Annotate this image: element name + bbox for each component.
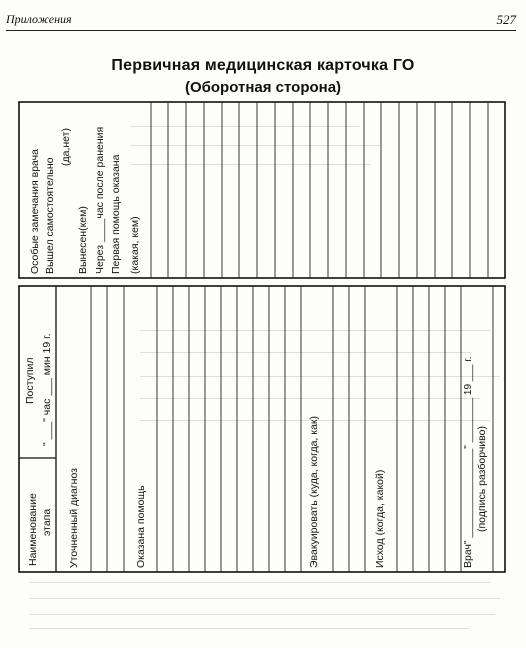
upper-label-carried: Вынесен(кем) [77, 206, 89, 274]
lower-panel-border [19, 286, 505, 572]
doctor-label: Врач [462, 544, 474, 568]
lower-labels [24, 333, 488, 568]
doctor-signature-note: (подпись разборчиво) [476, 426, 488, 532]
upper-label-walked: Вышел самостоятельно [44, 157, 56, 274]
upper-label-which-whom: (какая, кем) [129, 216, 141, 274]
arrived-title: Поступил [24, 357, 36, 404]
upper-panel [19, 102, 505, 278]
row-evacuate-label: Эвакуировать (куда, когда, как) [308, 416, 320, 568]
upper-labels [29, 127, 141, 274]
page-number: 527 [496, 12, 516, 27]
card-title: Первичная медицинская карточка ГО [111, 57, 415, 74]
row-diagnosis-label: Уточненный диагноз [68, 467, 80, 568]
lower-panel [19, 286, 505, 572]
upper-label-yes-no: (да,нет) [60, 128, 72, 166]
doctor-line: " ________________" ________ 19 ___ г. [463, 356, 474, 544]
lower-grid-lines [91, 286, 493, 572]
arrived-line: " ___" час ___ мин 19 г. [41, 333, 53, 446]
upper-label-remarks: Особые замечания врача [29, 149, 41, 274]
row-outcome-label: Исход (когда, какой) [374, 469, 386, 568]
row-aid-label: Оказана помощь [135, 485, 147, 568]
upper-grid-lines [151, 102, 488, 278]
stage-header-line2: этапа [41, 508, 53, 536]
upper-label-hours: Через ____час после ранения [94, 126, 106, 274]
section-name: Приложения [6, 12, 72, 26]
upper-panel-border [19, 102, 505, 278]
stage-header-line1: Наименование [27, 493, 39, 566]
card-subtitle: (Оборотная сторона) [184, 79, 342, 96]
upper-label-first-aid: Первая помощь оказана [110, 154, 122, 274]
